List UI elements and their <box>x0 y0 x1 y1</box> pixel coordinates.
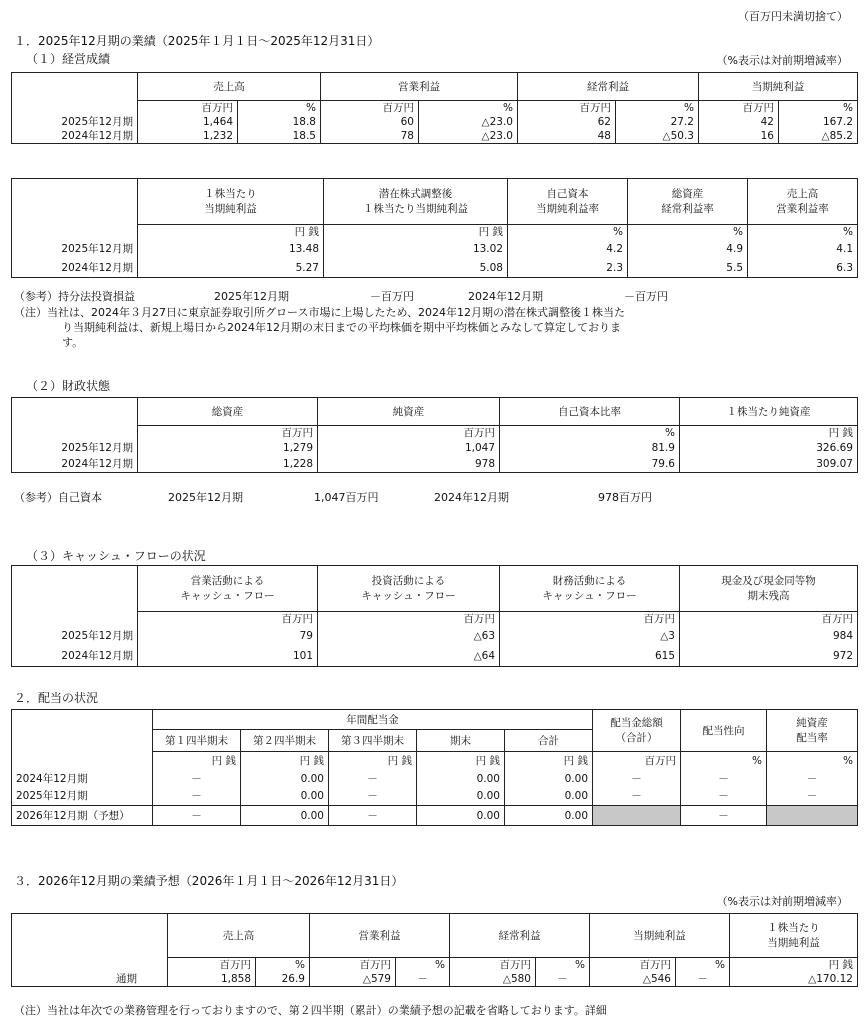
cell: 309.07 <box>680 456 858 472</box>
cell: 0.00 <box>241 770 329 788</box>
unit-cell: 円 銭 <box>241 752 329 770</box>
cell: 13.02 <box>324 239 508 259</box>
unit-cell: % <box>767 752 858 770</box>
note-listing: （注）当社は、2024年３月27日に東京証券取引所グロース市場に上場したため、2024年12月期の潜在株式調整後１株当た り当期純利益は、新規上場日から2024年12月期の末日までの平均株価を期中平均株価とみなして算定しておりま す。 <box>14 306 625 349</box>
cell: 4.1 <box>748 239 858 259</box>
table-row <box>12 646 858 666</box>
unit-cell: % <box>256 958 310 973</box>
col-header: 第１四半期末 <box>153 730 241 752</box>
col-header: 自己資本 当期純利益率 <box>508 179 628 225</box>
cell: 18.8 <box>238 115 321 129</box>
unit-cell: % <box>616 101 699 116</box>
cell: 984 <box>680 626 858 646</box>
table-row <box>12 770 858 788</box>
ref-value-1: －百万円 <box>370 290 414 303</box>
table-row <box>12 626 858 646</box>
cell: － <box>329 788 417 806</box>
col-header: 合計 <box>505 730 593 752</box>
cell: 972 <box>680 646 858 666</box>
cell: 101 <box>138 646 318 666</box>
cell: △64 <box>318 646 500 666</box>
cell: 79 <box>138 626 318 646</box>
ref-period-1: 2025年12月期 <box>168 491 243 504</box>
row-label: 2025年12月期 <box>12 239 138 259</box>
unit-cell: 百万円 <box>318 612 500 627</box>
cell: 26.9 <box>256 972 310 987</box>
cell: － <box>593 788 681 806</box>
section-2-title: ２．配当の状況 <box>14 691 99 705</box>
cell: △50.3 <box>616 129 699 144</box>
forecast-table <box>11 913 858 987</box>
cell: － <box>153 806 241 826</box>
cell: 48 <box>518 129 616 144</box>
cell: △546 <box>590 972 676 987</box>
unit-cell: 百万円 <box>138 101 238 116</box>
col-header: １株当たり 当期純利益 <box>138 179 324 225</box>
unit-cell: 円 銭 <box>153 752 241 770</box>
cell: － <box>767 788 858 806</box>
cell: － <box>676 972 730 987</box>
row-label: 2025年12月期 <box>12 626 138 646</box>
cell: － <box>681 770 767 788</box>
cell: 42 <box>699 115 779 129</box>
row-label: 2025年12月期 <box>12 115 138 129</box>
unit-cell: % <box>238 101 321 116</box>
dividend-table <box>11 709 858 826</box>
cell: 0.00 <box>505 806 593 826</box>
col-header: 当期純利益 <box>699 73 858 101</box>
ref-value-2: －百万円 <box>624 290 668 303</box>
cell: － <box>593 770 681 788</box>
forecast-note: （注）当社は年次での業務管理を行っておりますので、第２四半期（累計）の業績予想の記載を省略しております。詳細 <box>14 1004 607 1017</box>
cell: 1,228 <box>138 456 318 472</box>
cell: △580 <box>450 972 536 987</box>
cell: 326.69 <box>680 440 858 456</box>
col-header: 総資産 経常利益率 <box>628 179 748 225</box>
col-header: 潜在株式調整後 １株当たり当期純利益 <box>324 179 508 225</box>
col-header: 営業活動による キャッシュ・フロー <box>138 566 318 612</box>
unit-cell: % <box>676 958 730 973</box>
cell: － <box>767 770 858 788</box>
cell: － <box>396 972 450 987</box>
cell: △170.12 <box>730 972 858 987</box>
cell: △579 <box>310 972 396 987</box>
col-header: 純資産 <box>318 398 500 426</box>
col-header: 総資産 <box>138 398 318 426</box>
table-row <box>12 788 858 806</box>
col-header: 当期純利益 <box>590 914 730 958</box>
ref-equity-label: （参考）自己資本 <box>14 491 102 504</box>
table-row <box>12 456 858 472</box>
row-label: 2025年12月期 <box>12 440 138 456</box>
cell: 60 <box>321 115 419 129</box>
table-row <box>12 239 858 259</box>
unit-cell: 百万円 <box>318 426 500 441</box>
unit-cell: 円 銭 <box>329 752 417 770</box>
cell: 5.5 <box>628 259 748 277</box>
cell: － <box>681 788 767 806</box>
unit-cell: 円 銭 <box>505 752 593 770</box>
cell: 615 <box>500 646 680 666</box>
col-header: １株当たり純資産 <box>680 398 858 426</box>
unit-cell: % <box>536 958 590 973</box>
cell: 6.3 <box>748 259 858 277</box>
table-row <box>12 259 858 277</box>
cell: 0.00 <box>241 788 329 806</box>
cell: 0.00 <box>417 788 505 806</box>
table-row <box>12 972 858 987</box>
section-1-2-subtitle: （２）財政状態 <box>26 379 111 393</box>
cell: 81.9 <box>500 440 680 456</box>
cell: 4.2 <box>508 239 628 259</box>
row-label: 2024年12月期 <box>12 129 138 144</box>
cell: － <box>153 788 241 806</box>
unit-cell: 円 銭 <box>138 225 324 240</box>
shaded-cell <box>767 806 858 826</box>
unit-note: （百万円未満切捨て） <box>738 10 848 23</box>
shaded-cell <box>593 806 681 826</box>
cell: － <box>681 806 767 826</box>
table-row <box>12 440 858 456</box>
cell: △23.0 <box>419 115 518 129</box>
col-header: 売上高 <box>168 914 310 958</box>
unit-cell: 百万円 <box>310 958 396 973</box>
unit-cell: 百万円 <box>321 101 419 116</box>
cell: 5.08 <box>324 259 508 277</box>
cell: － <box>536 972 590 987</box>
cell: 27.2 <box>616 115 699 129</box>
unit-cell: 百万円 <box>168 958 256 973</box>
col-header: 経常利益 <box>518 73 699 101</box>
unit-cell: 百万円 <box>593 752 681 770</box>
cell: 1,232 <box>138 129 238 144</box>
section-1-3-subtitle: （３）キャッシュ・フローの状況 <box>26 549 206 563</box>
section-3-title: ３．2026年12月期の業績予想（2026年１月１日～2026年12月31日） <box>14 874 404 888</box>
col-header: 期末 <box>417 730 505 752</box>
cell: 1,047 <box>318 440 500 456</box>
cash-flow-table <box>11 565 858 667</box>
cell: 1,279 <box>138 440 318 456</box>
row-label: 2026年12月期（予想） <box>12 806 153 826</box>
row-label: 2024年12月期 <box>12 259 138 277</box>
cell: － <box>329 806 417 826</box>
unit-cell: % <box>779 101 858 116</box>
cell: 0.00 <box>241 806 329 826</box>
unit-cell: 百万円 <box>450 958 536 973</box>
col-header: 売上高 <box>138 73 321 101</box>
cell: 78 <box>321 129 419 144</box>
col-header: 第３四半期末 <box>329 730 417 752</box>
cell: 0.00 <box>505 770 593 788</box>
col-header: 自己資本比率 <box>500 398 680 426</box>
cell: 5.27 <box>138 259 324 277</box>
cell: 0.00 <box>417 806 505 826</box>
cell: － <box>329 770 417 788</box>
ref-period-2: 2024年12月期 <box>468 290 543 303</box>
annual-dividend-header: 年間配当金 <box>153 710 593 730</box>
col-header: 投資活動による キャッシュ・フロー <box>318 566 500 612</box>
row-label: 2024年12月期 <box>12 646 138 666</box>
row-label: 2024年12月期 <box>12 456 138 472</box>
cell: 978 <box>318 456 500 472</box>
col-header: 営業利益 <box>310 914 450 958</box>
corner-cell <box>12 73 138 101</box>
cell: 16 <box>699 129 779 144</box>
col-header: １株当たり 当期純利益 <box>730 914 858 958</box>
cell: 4.9 <box>628 239 748 259</box>
row-label: 2024年12月期 <box>12 770 153 788</box>
unit-cell: 円 銭 <box>680 426 858 441</box>
cell: 13.48 <box>138 239 324 259</box>
ref-value-1: 1,047百万円 <box>314 491 379 504</box>
unit-cell: % <box>748 225 858 240</box>
percent-note: （%表示は対前期増減率） <box>716 54 848 67</box>
cell: 2.3 <box>508 259 628 277</box>
col-header: 財務活動による キャッシュ・フロー <box>500 566 680 612</box>
col-header: 営業利益 <box>321 73 518 101</box>
unit-cell: 円 銭 <box>730 958 858 973</box>
table-row <box>12 129 858 144</box>
unit-cell: % <box>396 958 450 973</box>
total-dividend-header: 配当金総額 （合計） <box>593 710 681 752</box>
cell: 18.5 <box>238 129 321 144</box>
cell: 62 <box>518 115 616 129</box>
unit-cell: % <box>508 225 628 240</box>
unit-cell: 百万円 <box>699 101 779 116</box>
table-row <box>12 806 858 826</box>
cell: － <box>153 770 241 788</box>
financial-position-table <box>11 397 858 473</box>
unit-cell: 百万円 <box>500 612 680 627</box>
cell: △23.0 <box>419 129 518 144</box>
cell: 167.2 <box>779 115 858 129</box>
unit-cell: % <box>419 101 518 116</box>
unit-cell: % <box>628 225 748 240</box>
cell: 1,858 <box>168 972 256 987</box>
operating-results-table <box>11 72 858 144</box>
row-label: 通期 <box>12 972 168 987</box>
cell: 0.00 <box>417 770 505 788</box>
col-header: 現金及び現金同等物 期末残高 <box>680 566 858 612</box>
ref-equity-method-label: （参考）持分法投資損益 <box>14 290 135 303</box>
row-label: 2025年12月期 <box>12 788 153 806</box>
ref-value-2: 978百万円 <box>598 491 652 504</box>
ref-period-2: 2024年12月期 <box>434 491 509 504</box>
per-share-table <box>11 178 858 278</box>
unit-cell: 百万円 <box>138 426 318 441</box>
cell: 0.00 <box>505 788 593 806</box>
payout-ratio-header: 配当性向 <box>681 710 767 752</box>
cell: 1,464 <box>138 115 238 129</box>
col-header: 経常利益 <box>450 914 590 958</box>
cell: △63 <box>318 626 500 646</box>
unit-cell: % <box>681 752 767 770</box>
cell: 79.6 <box>500 456 680 472</box>
dividend-on-equity-header: 純資産 配当率 <box>767 710 858 752</box>
table-row <box>12 115 858 129</box>
unit-cell: 百万円 <box>590 958 676 973</box>
ref-period-1: 2025年12月期 <box>214 290 289 303</box>
forecast-percent-note: （%表示は対前期増減率） <box>716 895 848 908</box>
cell: △85.2 <box>779 129 858 144</box>
unit-cell: % <box>500 426 680 441</box>
col-header: 売上高 営業利益率 <box>748 179 858 225</box>
section-1-title: １．2025年12月期の業績（2025年１月１日～2025年12月31日） <box>14 34 380 48</box>
section-1-1-subtitle: （１）経営成績 <box>26 52 111 66</box>
unit-cell: 百万円 <box>138 612 318 627</box>
unit-cell: 円 銭 <box>417 752 505 770</box>
unit-cell: 百万円 <box>518 101 616 116</box>
col-header: 第２四半期末 <box>241 730 329 752</box>
unit-cell: 百万円 <box>680 612 858 627</box>
cell: △3 <box>500 626 680 646</box>
unit-cell: 円 銭 <box>324 225 508 240</box>
